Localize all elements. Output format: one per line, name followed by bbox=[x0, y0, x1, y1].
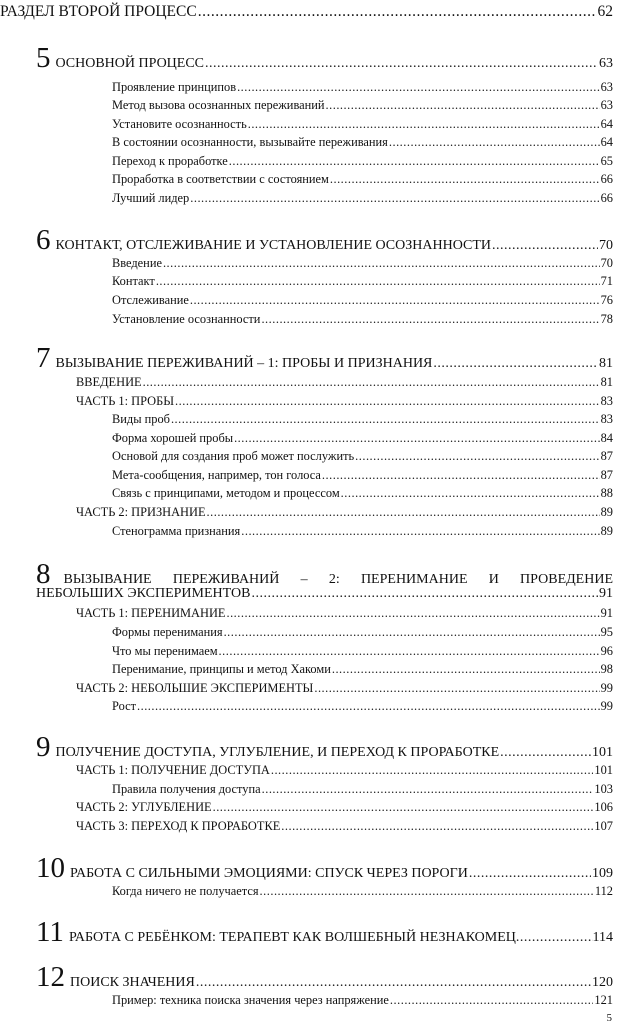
dot-leader bbox=[500, 745, 591, 761]
chapter-entry-12[interactable] bbox=[36, 963, 613, 992]
dot-leader bbox=[207, 505, 600, 520]
item-title: Проработка в соответствии с состоянием bbox=[112, 172, 329, 186]
dot-leader bbox=[322, 468, 600, 483]
chapter-number: 5 bbox=[36, 42, 51, 74]
dot-leader bbox=[198, 3, 597, 21]
item-title: Правила получения доступа bbox=[112, 782, 261, 796]
toc-item[interactable] bbox=[112, 135, 613, 153]
item-title: Пример: техника поиска значения через напряжение bbox=[112, 993, 389, 1007]
dot-leader bbox=[261, 312, 599, 327]
section-title: РАЗДЕЛ ВТОРОЙ ПРОЦЕСС bbox=[0, 3, 197, 20]
chapter-page: 70 bbox=[599, 238, 613, 253]
chapter-number: 12 bbox=[36, 961, 65, 993]
section-entry[interactable] bbox=[0, 3, 613, 25]
dot-leader bbox=[196, 975, 591, 991]
dot-leader bbox=[190, 191, 599, 206]
dot-leader bbox=[248, 117, 600, 132]
dot-leader bbox=[241, 524, 599, 539]
toc-part[interactable] bbox=[76, 375, 613, 393]
item-page: 107 bbox=[594, 819, 613, 833]
dot-leader bbox=[224, 625, 600, 640]
item-page: 88 bbox=[600, 486, 613, 500]
item-title: ЧАСТЬ 1: ПЕРЕНИМАНИЕ bbox=[76, 606, 226, 620]
toc-item[interactable] bbox=[112, 154, 613, 172]
section-page: 62 bbox=[597, 3, 613, 20]
toc-item[interactable] bbox=[112, 884, 613, 902]
chapter-entry-8[interactable] bbox=[36, 560, 613, 589]
item-page: 112 bbox=[594, 884, 613, 898]
toc-item[interactable] bbox=[112, 98, 613, 116]
toc-item[interactable] bbox=[112, 644, 613, 662]
item-page: 121 bbox=[594, 993, 613, 1007]
item-title: Лучший лидер bbox=[112, 191, 190, 205]
item-title: Метод вызова осознанных переживаний bbox=[112, 98, 325, 112]
item-page: 96 bbox=[600, 644, 613, 658]
toc-item[interactable] bbox=[112, 431, 613, 449]
item-page: 81 bbox=[600, 375, 613, 389]
chapter-entry-11[interactable] bbox=[36, 918, 613, 947]
item-title: Когда ничего не получается bbox=[112, 884, 259, 898]
item-page: 64 bbox=[600, 135, 613, 149]
dot-leader bbox=[271, 763, 594, 778]
item-title: ЧАСТЬ 1: ПОЛУЧЕНИЕ ДОСТУПА bbox=[76, 763, 270, 777]
item-page: 89 bbox=[600, 524, 613, 538]
item-title: Отслеживание bbox=[112, 293, 189, 307]
dot-leader bbox=[433, 356, 598, 372]
chapter-page: 114 bbox=[592, 930, 613, 945]
chapter-page: 109 bbox=[592, 866, 613, 881]
chapter-title: РАБОТА С РЕБЁНКОМ: ТЕРАПЕВТ КАК ВОЛШЕБНЫЙ НЕЗНАКОМЕЦ bbox=[68, 930, 516, 945]
chapter-entry-7[interactable] bbox=[36, 344, 613, 373]
toc-item[interactable] bbox=[112, 293, 613, 311]
item-page: 91 bbox=[600, 606, 613, 620]
item-title: Проявление принципов bbox=[112, 80, 237, 94]
toc-item[interactable] bbox=[112, 662, 613, 680]
toc-item[interactable] bbox=[112, 191, 613, 209]
item-title: Виды проб bbox=[112, 412, 170, 426]
chapter-page: 101 bbox=[592, 745, 613, 760]
dot-leader bbox=[516, 930, 593, 946]
toc-item[interactable] bbox=[112, 80, 613, 98]
item-page: 98 bbox=[600, 662, 613, 676]
dot-leader bbox=[332, 662, 600, 677]
item-page: 99 bbox=[600, 699, 613, 713]
item-page: 66 bbox=[600, 172, 613, 186]
item-page: 83 bbox=[600, 394, 613, 408]
chapter-title: ВЫЗЫВАНИЕ ПЕРЕЖИВАНИЙ – 1: ПРОБЫ И ПРИЗНАНИЯ bbox=[55, 356, 433, 371]
item-title: ЧАСТЬ 2: УГЛУБЛЕНИЕ bbox=[76, 800, 212, 814]
item-page: 65 bbox=[600, 154, 613, 168]
chapter-title: ОСНОВНОЙ ПРОЦЕСС bbox=[55, 56, 205, 71]
dot-leader bbox=[163, 256, 600, 271]
chapter-title-line2: НЕБОЛЬШИХ ЭКСПЕРИМЕНТОВ bbox=[36, 586, 251, 601]
chapter-number: 8 bbox=[36, 558, 51, 590]
toc-part[interactable] bbox=[76, 800, 613, 818]
item-page: 76 bbox=[600, 293, 613, 307]
item-title: Мета-сообщения, например, тон голоса bbox=[112, 468, 321, 482]
item-title: Установление осознанности bbox=[112, 312, 261, 326]
item-page: 78 bbox=[600, 312, 613, 326]
dot-leader bbox=[219, 644, 600, 659]
chapter-number: 10 bbox=[36, 852, 65, 884]
item-title: ВВЕДЕНИЕ bbox=[76, 375, 142, 389]
toc-item[interactable] bbox=[112, 524, 613, 542]
item-title: Форма хорошей пробы bbox=[112, 431, 234, 445]
item-title: Стенограмма признания bbox=[112, 524, 241, 538]
chapter-page: 91 bbox=[599, 586, 613, 601]
toc-part[interactable] bbox=[76, 763, 613, 781]
toc-item[interactable] bbox=[112, 486, 613, 504]
toc-item[interactable] bbox=[112, 172, 613, 190]
chapter-title: КОНТАКТ, ОТСЛЕЖИВАНИЕ И УСТАНОВЛЕНИЕ ОСОЗНАННОСТИ bbox=[55, 238, 491, 253]
chapter-entry-8-cont[interactable] bbox=[36, 586, 613, 602]
toc-item[interactable] bbox=[112, 274, 613, 292]
toc-part[interactable] bbox=[76, 505, 613, 523]
chapter-entry-6[interactable] bbox=[36, 226, 613, 255]
item-title: В состоянии осознанности, вызывайте переживания bbox=[112, 135, 388, 149]
item-title: ЧАСТЬ 2: ПРИЗНАНИЕ bbox=[76, 505, 206, 519]
toc-part[interactable] bbox=[76, 394, 613, 412]
dot-leader bbox=[229, 154, 600, 169]
dot-leader bbox=[143, 375, 600, 390]
dot-leader bbox=[469, 866, 591, 882]
dot-leader bbox=[262, 782, 594, 797]
item-page: 71 bbox=[600, 274, 613, 288]
dot-leader bbox=[190, 293, 600, 308]
item-page: 83 bbox=[600, 412, 613, 426]
item-title: Рост bbox=[112, 699, 137, 713]
toc-item[interactable] bbox=[112, 699, 613, 717]
item-page: 70 bbox=[600, 256, 613, 270]
item-page: 66 bbox=[600, 191, 613, 205]
dot-leader bbox=[234, 431, 600, 446]
item-page: 99 bbox=[600, 681, 613, 695]
toc-part[interactable] bbox=[76, 606, 613, 624]
dot-leader bbox=[492, 238, 598, 254]
dot-leader bbox=[341, 486, 600, 501]
toc-part[interactable] bbox=[76, 681, 613, 699]
dot-leader bbox=[175, 394, 600, 409]
item-title: Введение bbox=[112, 256, 162, 270]
chapter-title: ПОЛУЧЕНИЕ ДОСТУПА, УГЛУБЛЕНИЕ, И ПЕРЕХОД К ПРОРАБОТКЕ bbox=[55, 745, 500, 760]
dot-leader bbox=[314, 681, 599, 696]
chapter-page: 63 bbox=[599, 56, 613, 71]
item-title: Установите осознанность bbox=[112, 117, 247, 131]
chapter-title-line1: ВЫЗЫВАНИЕ ПЕРЕЖИВАНИЙ – 2: ПЕРЕНИМАНИЕ И ПРОВЕДЕНИЕ bbox=[63, 572, 613, 587]
dot-leader bbox=[281, 819, 593, 834]
chapter-entry-9[interactable] bbox=[36, 733, 613, 762]
toc-item[interactable] bbox=[112, 625, 613, 643]
item-page: 87 bbox=[600, 468, 613, 482]
chapter-page: 81 bbox=[599, 356, 613, 371]
toc-part[interactable] bbox=[76, 819, 613, 837]
dot-leader bbox=[330, 172, 600, 187]
item-page: 87 bbox=[600, 449, 613, 463]
item-title: Контакт bbox=[112, 274, 155, 288]
dot-leader bbox=[355, 449, 599, 464]
item-title: ЧАСТЬ 3: ПЕРЕХОД К ПРОРАБОТКЕ bbox=[76, 819, 281, 833]
toc-item[interactable] bbox=[112, 468, 613, 486]
dot-leader bbox=[226, 606, 599, 621]
chapter-title: ПОИСК ЗНАЧЕНИЯ bbox=[70, 975, 195, 990]
item-title: Перенимание, принципы и метод Хакоми bbox=[112, 662, 331, 676]
chapter-number: 9 bbox=[36, 731, 51, 763]
item-page: 95 bbox=[600, 625, 613, 639]
dot-leader bbox=[137, 699, 600, 714]
item-title: ЧАСТЬ 2: НЕБОЛЬШИЕ ЭКСПЕРИМЕНТЫ bbox=[76, 681, 314, 695]
toc-item[interactable] bbox=[112, 117, 613, 135]
item-page: 101 bbox=[594, 763, 613, 777]
item-page: 63 bbox=[600, 80, 613, 94]
dot-leader bbox=[205, 56, 598, 72]
toc-item[interactable] bbox=[112, 993, 613, 1011]
item-page: 84 bbox=[600, 431, 613, 445]
item-title: Связь с принципами, методом и процессом bbox=[112, 486, 340, 500]
toc-item[interactable] bbox=[112, 449, 613, 467]
dot-leader bbox=[389, 135, 600, 150]
item-title: Переход к проработке bbox=[112, 154, 228, 168]
item-page: 63 bbox=[600, 98, 613, 112]
item-title: Формы перенимания bbox=[112, 625, 223, 639]
toc-item[interactable] bbox=[112, 782, 613, 800]
dot-leader bbox=[390, 993, 593, 1008]
chapter-title: РАБОТА С СИЛЬНЫМИ ЭМОЦИЯМИ: СПУСК ЧЕРЕЗ ПОРОГИ bbox=[70, 866, 468, 881]
chapter-number: 11 bbox=[36, 916, 64, 948]
toc-item[interactable] bbox=[112, 256, 613, 274]
chapter-entry-5[interactable] bbox=[36, 44, 613, 73]
item-page: 64 bbox=[600, 117, 613, 131]
item-page: 103 bbox=[594, 782, 613, 796]
toc-item[interactable] bbox=[112, 412, 613, 430]
dot-leader bbox=[213, 800, 594, 815]
chapter-number: 7 bbox=[36, 342, 51, 374]
item-title: Основой для создания проб может послужить bbox=[112, 449, 355, 463]
item-title: ЧАСТЬ 1: ПРОБЫ bbox=[76, 394, 175, 408]
dot-leader bbox=[171, 412, 600, 427]
dot-leader bbox=[156, 274, 600, 289]
toc-item[interactable] bbox=[112, 312, 613, 330]
chapter-page: 120 bbox=[592, 975, 613, 990]
dot-leader bbox=[260, 884, 594, 899]
chapter-number: 6 bbox=[36, 224, 51, 256]
dot-leader bbox=[237, 80, 600, 95]
item-page: 89 bbox=[600, 505, 613, 519]
chapter-entry-10[interactable] bbox=[36, 854, 613, 883]
item-page: 106 bbox=[594, 800, 613, 814]
page-number: 5 bbox=[606, 1012, 612, 1024]
dot-leader bbox=[251, 586, 598, 602]
item-title: Что мы перенимаем bbox=[112, 644, 218, 658]
dot-leader bbox=[326, 98, 600, 113]
